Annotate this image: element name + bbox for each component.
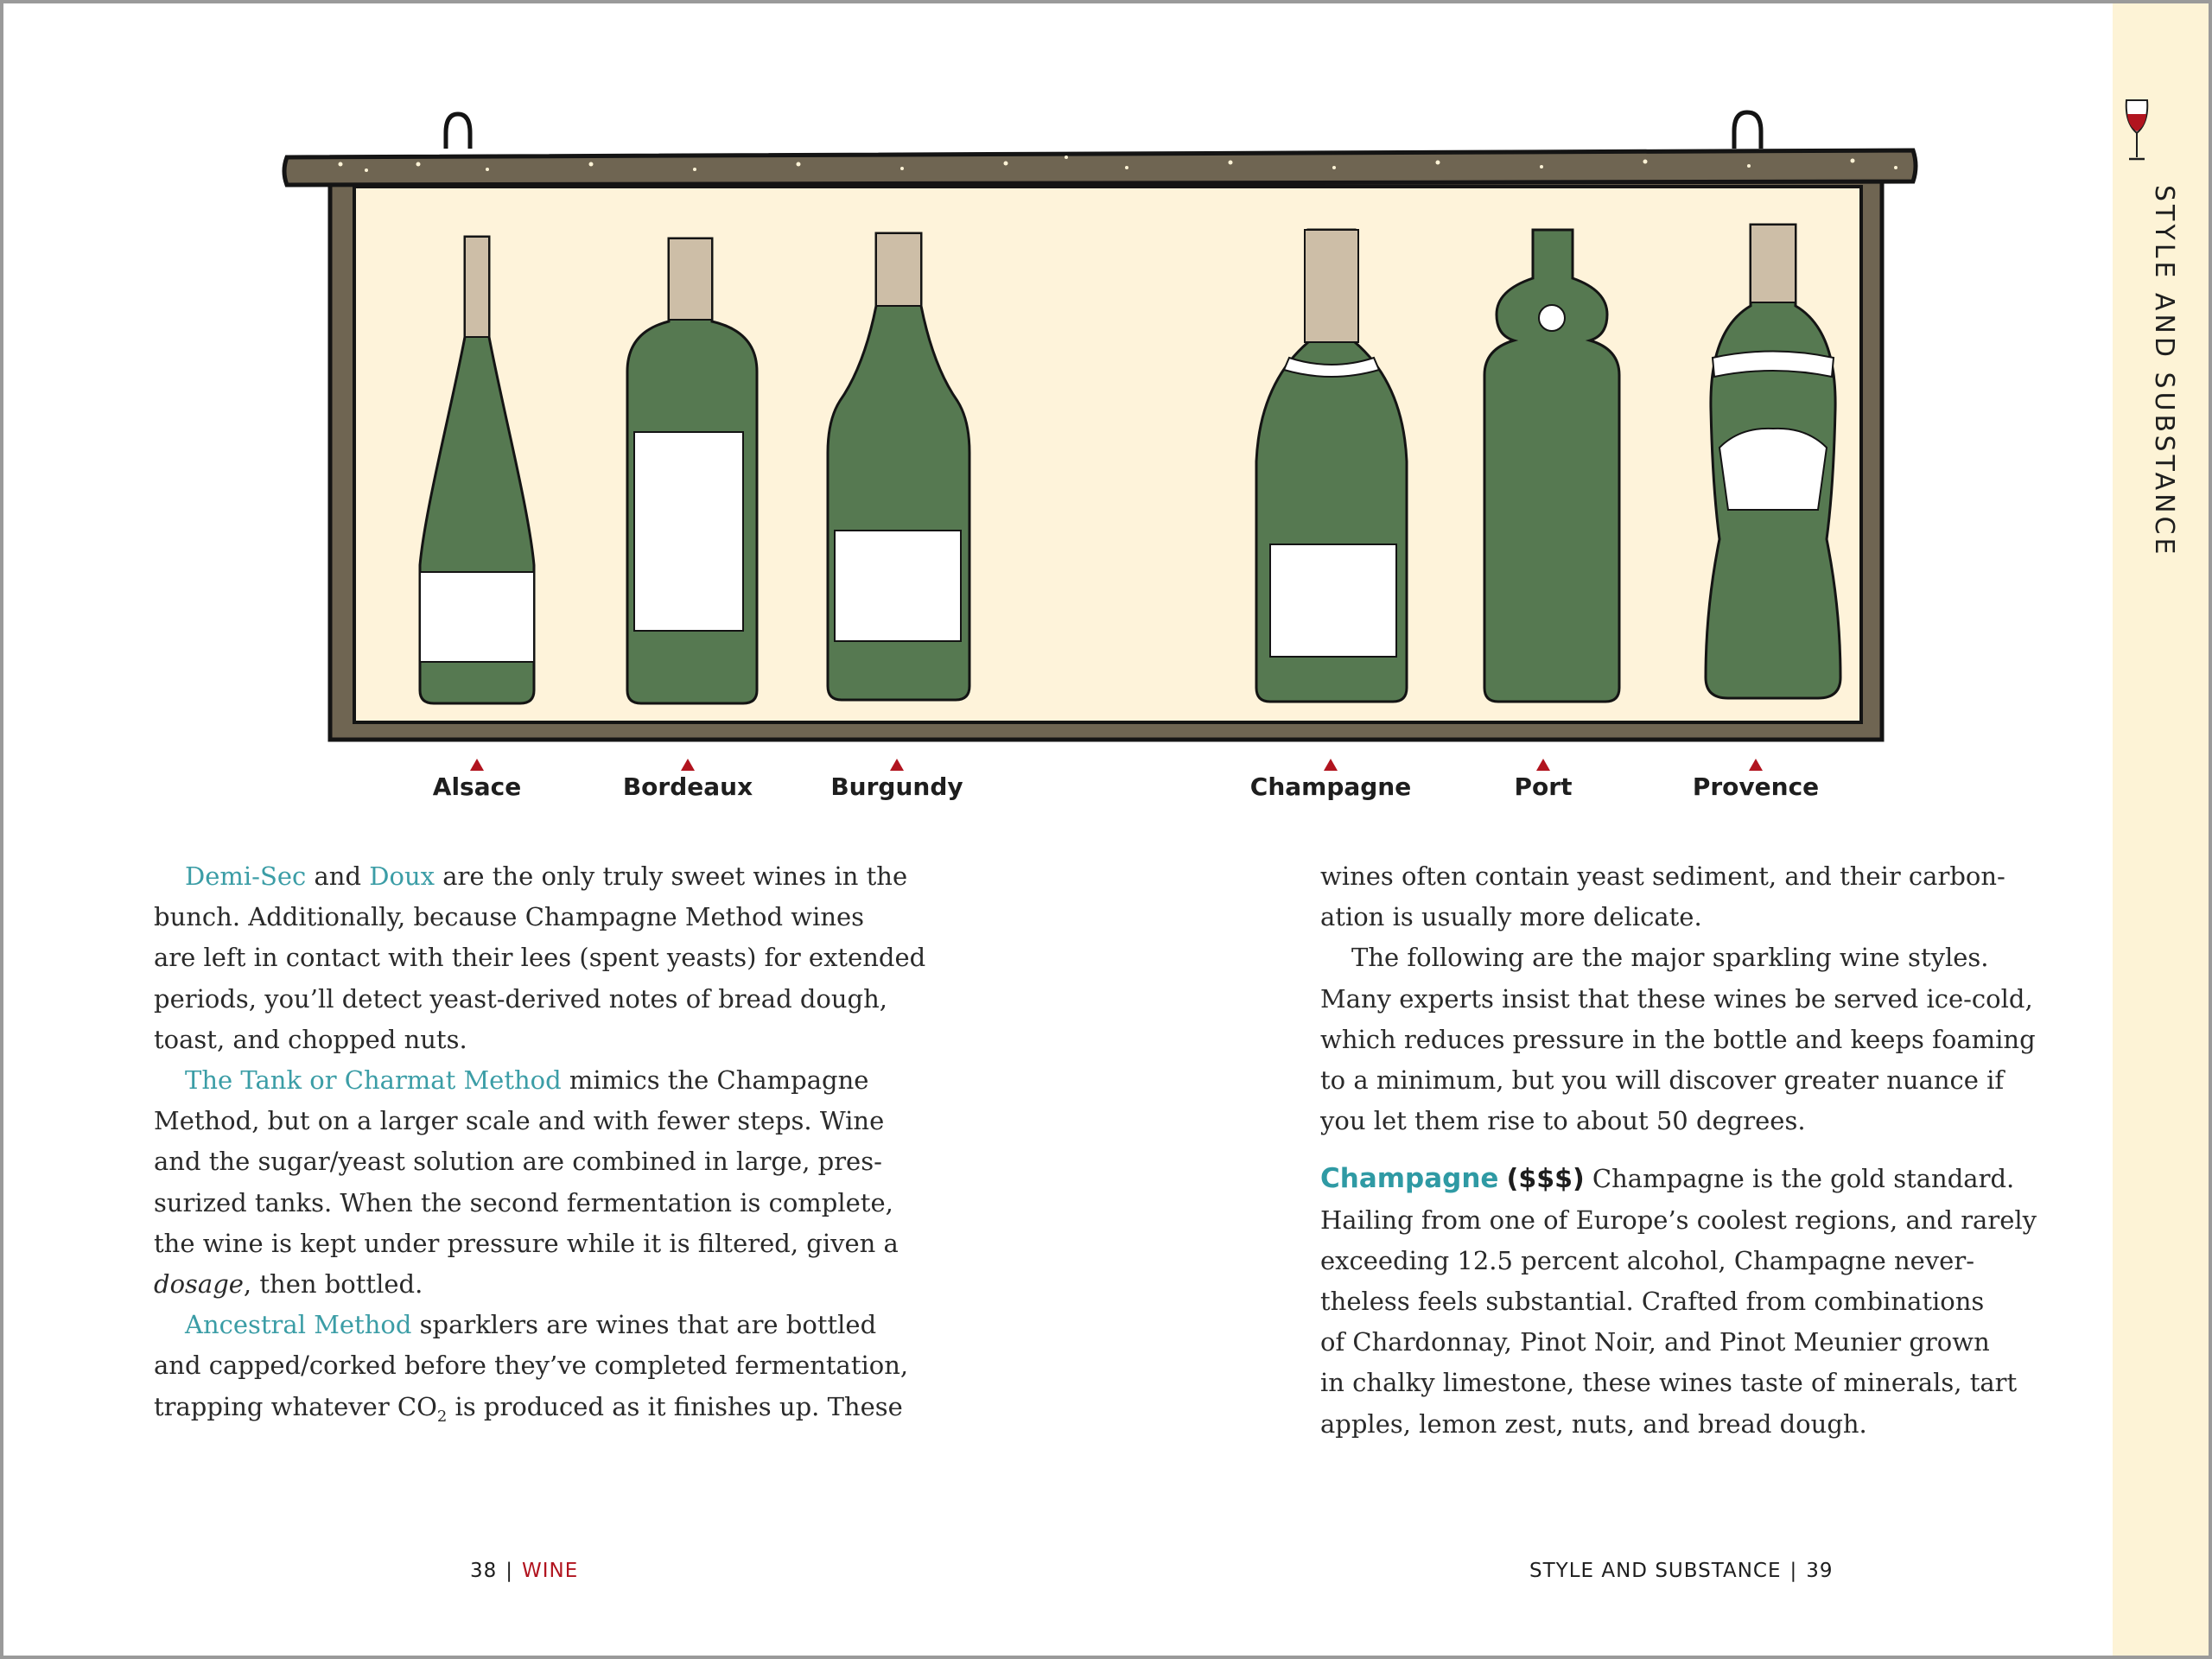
bottle-label-port: Port	[1514, 772, 1573, 801]
bottle-label-champagne: Champagne	[1249, 772, 1412, 801]
text-line: Many experts insist that these wines be served ice-cold,	[1320, 983, 2033, 1014]
bottle-label-bordeaux: Bordeaux	[622, 772, 753, 801]
text-line: surized tanks. When the second fermentation is complete,	[154, 1187, 893, 1217]
bottle-label-provence: Provence	[1692, 772, 1820, 801]
text-line: the wine is kept under pressure while it is filtered, given a	[154, 1228, 899, 1258]
bottle-port	[1484, 230, 1619, 702]
term-ancestral-method: Ancestral Method	[185, 1310, 412, 1340]
footer-left	[470, 1560, 578, 1582]
text-line: Method, but on a larger scale and with fewer steps. Wine	[154, 1106, 885, 1136]
text-line: dosage, then bottled.	[154, 1269, 423, 1300]
text-line: Champagne ($$$) Champagne is the gold standard.	[1320, 1163, 2015, 1195]
text-line: Ancestral Method sparklers are wines that are bottled	[185, 1310, 877, 1340]
footer-right	[1529, 1560, 1834, 1582]
chapter-title-vertical: STYLE AND SUBSTANCE	[2149, 185, 2179, 558]
text-line: theless feels substantial. Crafted from combinations	[1320, 1287, 1985, 1317]
text-line: and the sugar/yeast solution are combined in large, pres-	[154, 1147, 882, 1177]
wine-bottle-illustration	[3, 3, 2113, 833]
bottle-label-alsace: Alsace	[432, 772, 522, 801]
text-line: The following are the major sparkling wine styles.	[1351, 943, 1989, 973]
left-column	[154, 856, 926, 1437]
right-column	[1320, 856, 2039, 1445]
text-line: trapping whatever $CO_2$ is produced as it finishes up. These	[154, 1391, 903, 1426]
text-line: wines often contain yeast sediment, and their carbon-	[1320, 861, 2005, 891]
bottle-label-burgundy: Burgundy	[830, 772, 963, 801]
text-line: to a minimum, but you will discover greater nuance if	[1320, 1065, 2005, 1096]
wine-glass-icon	[2124, 97, 2150, 166]
pointer-port	[1536, 759, 1550, 771]
text-line: Demi-Sec and Doux are the only truly sweet wines in the	[185, 861, 908, 891]
term-doux: Doux	[369, 861, 435, 891]
text-line: which reduces pressure in the bottle and keeps foaming	[1320, 1024, 2036, 1054]
term-dosage: dosage	[154, 1269, 244, 1300]
footer-book-title: WINE	[522, 1560, 579, 1582]
pointer-alsace	[470, 759, 484, 771]
pointer-burgundy	[890, 759, 904, 771]
book-spread	[3, 3, 2209, 1656]
text-line: apples, lemon zest, nuts, and bread dough.	[1320, 1408, 1867, 1439]
text-line: exceeding 12.5 percent alcohol, Champagne never-	[1320, 1245, 1975, 1275]
footer-chapter-title: STYLE AND SUBSTANCE	[1529, 1560, 1782, 1582]
term-demi-sec: Demi-Sec	[185, 861, 307, 891]
text-line: periods, you’ll detect yeast-derived notes of bread dough,	[154, 983, 888, 1014]
footer-separator: |	[505, 1560, 514, 1582]
text-line: you let them rise to about 50 degrees.	[1320, 1106, 1806, 1136]
pointer-provence	[1749, 759, 1763, 771]
text-line: bunch. Additionally, because Champagne Method wines	[154, 902, 865, 932]
pointer-champagne	[1324, 759, 1338, 771]
price-indicator: ($$$)	[1506, 1164, 1585, 1195]
text-line: toast, and chopped nuts.	[154, 1024, 467, 1054]
text-line: and capped/corked before they’ve completed fermentation,	[154, 1351, 909, 1381]
text-line: Hailing from one of Europe’s coolest regions, and rarely	[1320, 1205, 2037, 1235]
page-number-left: 38	[470, 1560, 498, 1582]
page-number-right: 39	[1806, 1560, 1834, 1582]
text-line: in chalky limestone, these wines taste of minerals, tart	[1320, 1368, 2018, 1398]
term-tank-method: The Tank or Charmat Method	[185, 1065, 562, 1096]
text-line: are left in contact with their lees (spent yeasts) for extended	[154, 943, 926, 973]
text-line: of Chardonnay, Pinot Noir, and Pinot Meunier grown	[1320, 1327, 1990, 1357]
text-line: The Tank or Charmat Method mimics the Champagne	[185, 1065, 869, 1096]
heading-champagne: Champagne	[1320, 1163, 1499, 1195]
pointer-bordeaux	[681, 759, 695, 771]
text-line: ation is usually more delicate.	[1320, 902, 1702, 932]
footer-separator: |	[1789, 1560, 1798, 1582]
